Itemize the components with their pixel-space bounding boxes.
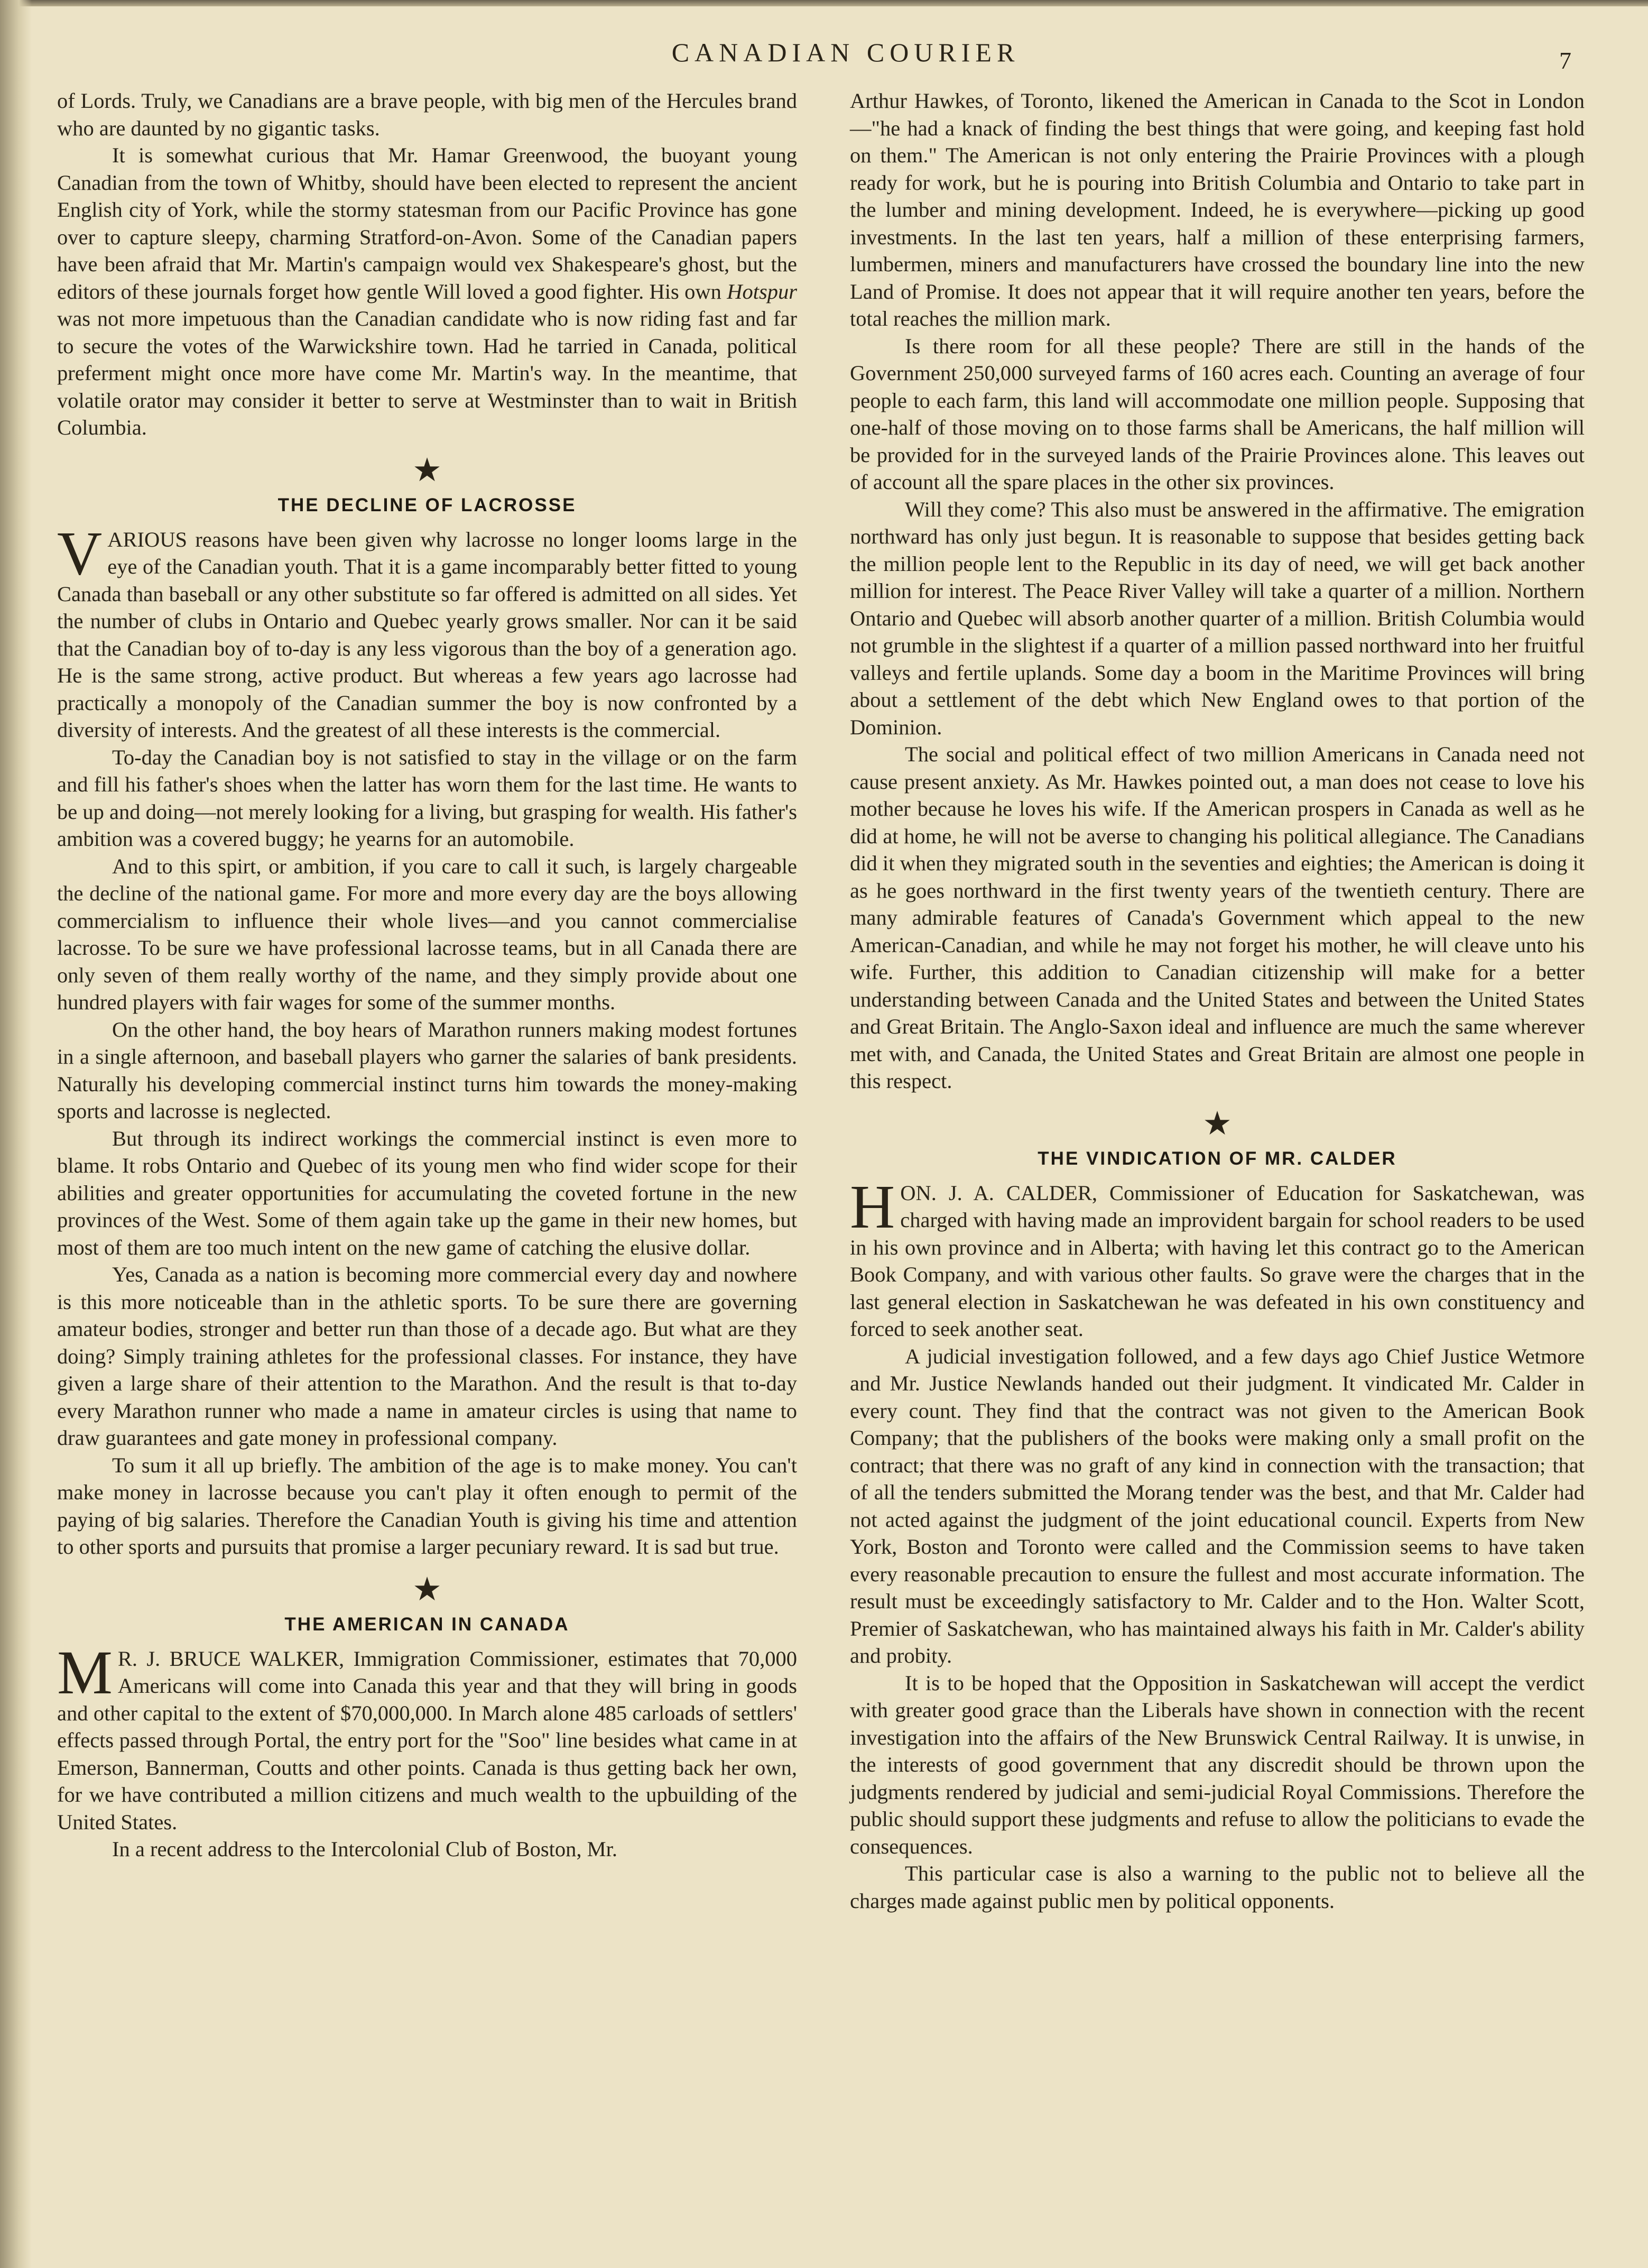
section-star-ornament: ★ — [412, 1571, 442, 1608]
heading-decline-of-lacrosse: THE DECLINE OF LACROSSE — [277, 494, 577, 515]
section-star-ornament: ★ — [412, 452, 442, 488]
page-number: 7 — [1559, 47, 1571, 74]
paragraph-warning: This particular case is also a warning to the public not to believe all the charges made against public men by political opponents. — [850, 1861, 1585, 1913]
paragraph-calder: HON. J. A. CALDER, Commissioner of Education for Saskatchewan, was charged with having made an improvident bargain for school readers to be used in his own province and in Alberta; with having let this contract go to the American Book Company, and with various other faults. So grave were the charges that in the last general election in Saskatchewan he was defeated in his own constituency and forced to seek another seat. — [850, 1172, 1585, 1341]
paragraph-judicial: A judicial investigation followed, and a few days ago Chief Justice Wetmore and Mr. Justice Newlands handed out their judgment. It vindicated Mr. Calder in every count. They find that the contract was not given to the American Book Company; that the publishers of the books were making only a small profit on the contract; that there was no graft of any kind in connection with the transaction; that of all the tenders submitted the Morang tender was the best, and that Mr. Calder had not acted against the judgment of the joint educational council. Experts from New York, Boston and Toronto were called and the Commission seems to have taken every reasonable precaution to ensure the fullest and most accurate information. The result must be exceedingly satisfactory to Mr. Calder and to the Hon. Walter Scott, Premier of Saskatchewan, who has maintained always his faith in Mr. Calder's ability and probity. — [850, 1344, 1585, 1667]
paragraph-sum-it-up: To sum it all up briefly. The ambition of the age is to make money. You can't make money in lacrosse because you can't play it often enough to permit of the paying of big salaries. Therefore the Canadian Youth is giving his time and attention to other sports and pursuits that promise a larger pecuniary reward. It is sad but true. — [57, 1453, 797, 1559]
running-head: CANADIAN COURIER — [671, 38, 1020, 67]
paragraph-greenwood — [57, 142, 797, 441]
paragraph-hoped: It is to be hoped that the Opposition in Saskatchewan will accept the verdict with greater good grace than the Liberals have shown in connection with the recent investigation into the affairs of the New Brunswick Central Railway. It is unwise, in the interests of good government that any discredit should be thrown upon the judgments rendered by judicial and semi-judicial Royal Commissions. Therefore the public should support these judgments and refuse to allow the politicians to evade the consequences. — [850, 1671, 1585, 1858]
paragraph-today: To-day the Canadian boy is not satisfied to stay in the village or on the farm and fill his father's shoes when the latter has worn them for the last time. He wants to be up and doing—not merely looking for a living, but grasping for wealth. His father's ambition was a covered buggy; he yearns for an automobile. — [57, 745, 797, 851]
heading-american-in-canada: THE AMERICAN IN CANADA — [284, 1614, 570, 1635]
page-binding-shadow — [0, 0, 32, 2268]
page-top-edge — [0, 0, 1648, 6]
heading-vindication-of-calder: THE VINDICATION OF MR. CALDER — [1038, 1148, 1397, 1169]
paragraph-address: In a recent address to the Intercolonial Club of Boston, Mr. — [112, 1837, 618, 1861]
paragraph-various: VARIOUS reasons have been given why lacrosse no longer looms large in the eye of the Canadian youth. That it is a game incomparably better fitted to young Canada than baseball or any other substitute so far offered is admitted on all sides. Yet the number of clubs in Ontario and Quebec yearly grows smaller. Nor can it be said that the Canadian boy of to-day is any less vigorous than the boy of a generation ago. He is the same strong, active product. But whereas a few years ago lacrosse had practically a monopoly of the Canadian summer the boy is now confronted by a diversity of interests. And the greatest of all these interests is the commercial. — [57, 518, 797, 742]
paragraph-lords: of Lords. Truly, we Canadians are a brave people, with big men of the Hercules brand who are daunted by no gigantic tasks. — [57, 89, 797, 140]
paragraph-spirit: And to this spirt, or ambition, if you care to call it such, is largely chargeable the decline of the national game. For more and more every day are the boys allowing commercialism to influence their whole lives—and you cannot commercialise lacrosse. To be sure we have professional lacrosse teams, but in all Canada there are only seven of them really worthy of the name, and they simply provide about one hundred players with fair wages for some of the summer months. — [57, 854, 797, 1014]
section-star-ornament: ★ — [1202, 1105, 1232, 1142]
paragraph-marathon: On the other hand, the boy hears of Marathon runners making modest fortunes in a single afternoon, and baseball players who garner the salaries of bank presidents. Naturally his developing commercial instinct turns him towards the money-making sports and lacrosse is neglected. — [57, 1017, 797, 1123]
paragraph-hawkes: Arthur Hawkes, of Toronto, likened the American in Canada to the Scot in London—"he had a knack of finding the best things that were going, and keeping fast hold on them." The American is not only entering the Prairie Provinces with a plough ready for work, but he is pouring into British Columbia and Ontario to take part in the lumber and mining development. Indeed, he is everywhere—picking up good investments. In the last ten years, half a million of these enterprising farmers, lumbermen, miners and manufacturers have crossed the boundary line into the new Land of Promise. It does not appear that it will require another ten years, before the total reaches the million mark. — [850, 89, 1585, 330]
paragraph-will-they-come: Will they come? This also must be answered in the affirmative. The emigration northward has only just begun. It is reasonable to suppose that besides getting back the million people lent to the Republic in its day of need, we will get back another million for interest. The Peace River Valley will take a quarter of a million. Northern Ontario and Quebec will absorb another quarter of a million. British Columbia would not grumble in the slightest if a quarter of a million passed northward into her fruitful valleys and fertile uplands. Some day a boom in the Maritime Provinces will bring about a settlement of the debt which New England owes to that portion of the Dominion. — [850, 497, 1585, 739]
hotspur-italic: Hotspur — [727, 279, 797, 303]
left-column — [57, 87, 797, 1863]
right-column — [850, 87, 1585, 1914]
paragraph-room: Is there room for all these people? There are still in the hands of the Government 250,000 surveyed farms of 160 acres each. Counting an average of four people to each farm, this land will accommodate one million people. Supposing that one-half of those moving on to those farms shall be Americans, the half million will be provided for in the surveyed lands of the Prairie Provinces alone. This leaves out of account all the spare places in the other six provinces. — [850, 334, 1585, 494]
paragraph-social-effect: The social and political effect of two million Americans in Canada need not cause present anxiety. As Mr. Hawkes pointed out, a man does not cease to love his mother because he loves his wife. If the American prospers in Canada as well as he did at home, he will not be averse to changing his political allegiance. The Canadians did it when they migrated south in the seventies and eighties; the American is doing it as he goes northward in the first twenty years of the twentieth century. There are many admirable features of Canada's Government which appeal to the new American-Canadian, and while he may not forget his mother, he will cleave unto his wife. Further, this addition to Canadian citizenship will make for a better understanding between Canada and the United States and between the United States and Great Britain. The Anglo-Saxon ideal and influence are much the same wherever met with, and Canada, the United States and Great Britain are almost one people in this respect. — [850, 742, 1585, 1093]
paragraph-yes-canada: Yes, Canada as a nation is becoming more commercial every day and nowhere is this more noticeable than in the athletic sports. To be sure there are governing amateur bodies, stronger and better run than those of a decade ago. But what are they doing? Simply training athletes for the professional classes. For instance, they have given a large share of their attention to the Marathon. And the result is that to-day every Marathon runner who made a name in amateur circles is using that name to draw guarantees and gate money in professional company. — [57, 1262, 797, 1450]
paragraph-indirect: But through its indirect workings the commercial instinct is even more to blame. It robs Ontario and Quebec of its young men who find wider scope for their abilities and greater opportunities for accumulating the coveted fortune in the new provinces of the West. Some of them again take up the game in their new homes, but most of them are too much intent on the new game of catching the elusive dollar. — [57, 1126, 797, 1259]
paragraph-walker: MR. J. BRUCE WALKER, Immigration Commissioner, estimates that 70,000 Americans will come into Canada this year and that they will bring in goods and other capital to the extent of $70,000,000. In March alone 485 carloads of settlers' effects passed through Portal, the entry port for the "Soo" line besides what came in at Emerson, Bannerman, Coutts and other points. Canada is thus getting back her own, for we have contributed a million citizens and much wealth to the upbuilding of the United States. — [57, 1637, 797, 1834]
greenwood-text-before: It is somewhat curious that Mr. Hamar Greenwood, the buoyant young Canadian from the town of Whitby, should have been elected to represent the ancient English city of York, while the stormy statesman from our Pacific Province has gone over to capture sleepy, charming Stratford-on-Avon. Some of the Canadian papers have been afraid that Mr. Martin's campaign would vex Shakespeare's ghost, but the editors of these journals forget how gentle Will loved a good fighter. His own — [57, 143, 797, 303]
greenwood-text-after: was not more impetuous than the Canadian candidate who is now riding fast and far to secure the votes of the Warwickshire town. Had he tarried in Canada, political preferment might once more have come Mr. Martin's way. In the meantime, that volatile orator may consider it better to serve at Westminster than to wait in British Columbia. — [57, 307, 797, 439]
